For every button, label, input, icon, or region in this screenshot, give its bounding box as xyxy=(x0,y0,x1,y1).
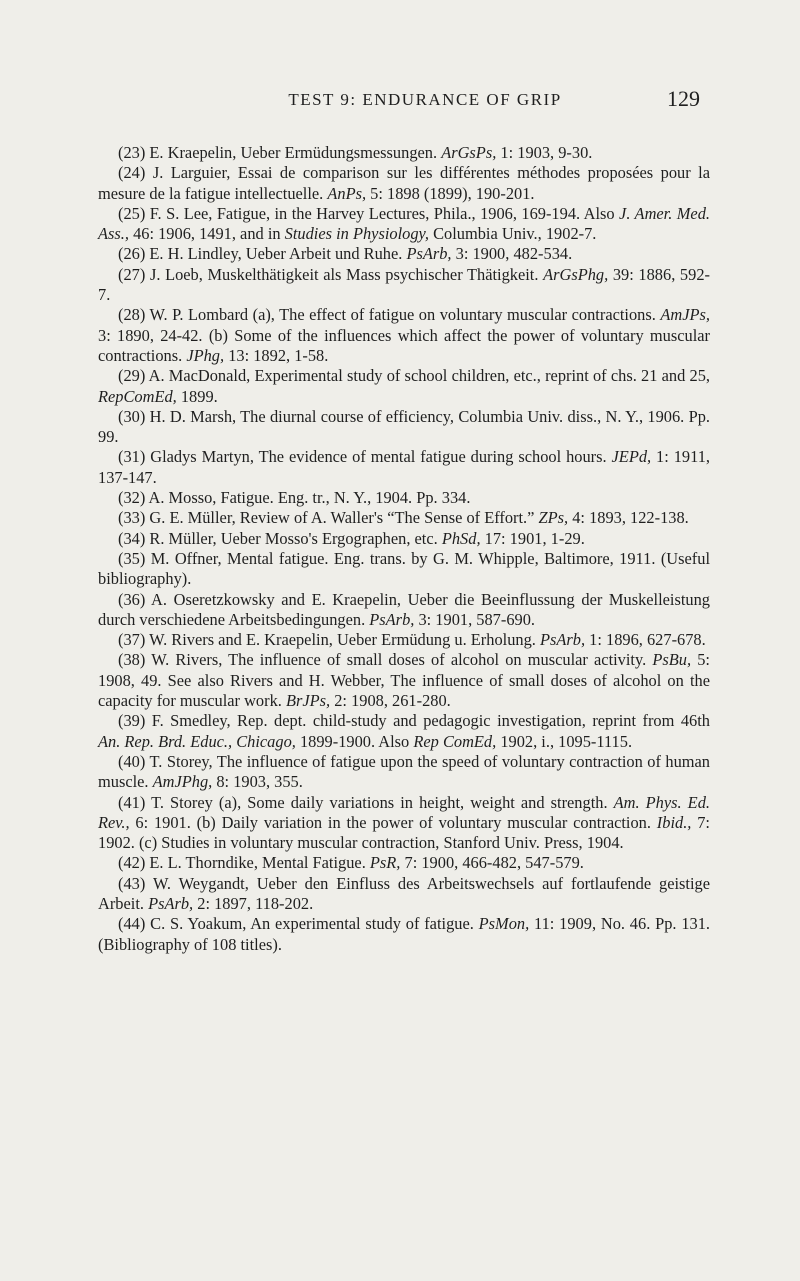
reference-text: 3: 1890, 24-42. (b) Some of the influences which affect the power of voluntary muscular contractions. xyxy=(98,325,710,365)
reference-text: 13: 1892, 1-58. xyxy=(224,345,329,365)
reference-text: 39: 1886, 592-7. xyxy=(98,264,710,305)
reference-text: A. Oseretzkowsky and E. Kraepelin, Ueber die Beeinflussung der Muskelleistung durch verschiedene Arbeitsbedingungen. xyxy=(98,589,711,629)
reference-text: 5: 1898 (1899), 190-201. xyxy=(366,183,535,203)
running-header: TEST 9: ENDURANCE OF GRIP xyxy=(288,90,562,109)
reference-number: (42) xyxy=(118,853,146,873)
reference-number: (40) xyxy=(118,751,146,771)
reference-text: J. Loeb, Muskelthätigkeit als Mass psychischer Thätigkeit. xyxy=(149,264,544,284)
reference-number: (34) xyxy=(118,528,146,548)
journal-title: PhSd, xyxy=(441,528,481,548)
journal-title: PsArb, xyxy=(369,609,415,629)
journal-title: J. Amer. Med. Ass., xyxy=(98,203,710,244)
journal-title: ZPs, xyxy=(538,508,569,528)
reference-number: (28) xyxy=(118,305,146,325)
reference-text: W. Rivers, The influence of small doses of alcohol on muscular activity. xyxy=(151,650,653,670)
reference-text: 6: 1901. (b) Daily variation in the power of voluntary muscular contraction. xyxy=(129,812,657,832)
journal-title: JPhg, xyxy=(186,345,225,365)
journal-title: Ibid., xyxy=(656,812,692,832)
reference-number: (31) xyxy=(118,447,146,467)
reference-entry xyxy=(98,447,710,488)
reference-entry xyxy=(98,793,710,854)
reference-entry xyxy=(98,143,710,163)
reference-number: (35) xyxy=(118,548,146,568)
journal-title: BrJPs, xyxy=(285,691,331,711)
reference-text: E. Kraepelin, Ueber Ermüdungsmessungen. xyxy=(149,143,442,162)
journal-title: PsArb, xyxy=(539,630,586,650)
reference-entry xyxy=(98,590,710,631)
reference-entry xyxy=(98,163,710,204)
journal-title: Rep ComEd, xyxy=(413,731,497,751)
reference-number: (43) xyxy=(118,873,146,893)
journal-title: Studies in Physiology, xyxy=(284,224,429,244)
reference-number: (32) xyxy=(118,488,146,508)
reference-text: J. Larguier, Essai de comparison sur les différentes méthodes proposées pour la mesure de la fatigue intellectuelle. xyxy=(98,163,710,203)
reference-text: A. MacDonald, Experimental study of school children, etc., reprint of chs. 21 and 25, xyxy=(148,366,710,386)
reference-text: E. L. Thorndike, Mental Fatigue. xyxy=(149,853,370,873)
journal-title: AnPs, xyxy=(327,183,367,203)
reference-text: W. Rivers and E. Kraepelin, Ueber Ermüdung u. Erholung. xyxy=(149,630,540,650)
reference-entry xyxy=(98,407,710,448)
reference-list xyxy=(98,143,710,955)
reference-number: (37) xyxy=(118,630,146,650)
reference-entry xyxy=(98,650,710,711)
journal-title: AmJPhg, xyxy=(152,772,213,792)
reference-text: 2: 1908, 261-280. xyxy=(330,691,451,711)
reference-text: Columbia Univ., 1902-7. xyxy=(429,224,597,244)
journal-title: RepComEd, xyxy=(98,386,177,406)
reference-entry xyxy=(98,265,710,306)
journal-title: ArGsPs, xyxy=(441,143,497,162)
reference-number: (36) xyxy=(118,589,146,609)
reference-text: 4: 1893, 122-138. xyxy=(568,508,689,528)
reference-text: 17: 1901, 1-29. xyxy=(480,528,585,548)
reference-number: (25) xyxy=(118,203,146,223)
journal-title: PsMon, xyxy=(478,914,530,934)
reference-text: G. E. Müller, Review of A. Waller's “The Sense of Effort.” xyxy=(149,508,539,528)
reference-text: 2: 1897, 118-202. xyxy=(193,893,314,913)
reference-text: T. Storey (a), Some daily variations in height, weight and strength. xyxy=(151,792,614,812)
reference-number: (33) xyxy=(118,508,146,528)
reference-number: (41) xyxy=(118,792,146,812)
reference-entry xyxy=(98,711,710,752)
reference-text: T. Storey, The influence of fatigue upon the speed of voluntary contraction of human muscle. xyxy=(98,751,710,792)
reference-number: (44) xyxy=(118,914,146,934)
reference-text: H. D. Marsh, The diurnal course of efficiency, Columbia Univ. diss., N. Y., 1906. Pp. 99. xyxy=(98,406,710,447)
reference-text: 5: 1908, 49. See also Rivers and H. Webber, The influence of small doses of alcohol on the capacity for muscular work. xyxy=(98,650,710,711)
reference-entry xyxy=(98,488,710,508)
reference-text: 46: 1906, 1491, and in xyxy=(128,224,285,244)
journal-title: PsBu, xyxy=(652,650,692,670)
reference-text: 1: 1903, 9-30. xyxy=(496,143,593,162)
journal-title: Am. Phys. Ed. Rev., xyxy=(98,792,710,832)
reference-number: (30) xyxy=(118,406,146,426)
reference-text: R. Müller, Ueber Mosso's Ergographen, etc. xyxy=(149,528,442,548)
reference-text: 1902, i., 1095-1115. xyxy=(496,731,633,751)
reference-entry xyxy=(98,630,710,650)
reference-entry xyxy=(98,529,710,549)
reference-text: W. P. Lombard (a), The effect of fatigue on voluntary muscular contractions. xyxy=(149,305,661,325)
reference-text: 8: 1903, 355. xyxy=(212,772,303,792)
page-number: 129 xyxy=(667,86,700,111)
reference-entry xyxy=(98,366,710,407)
reference-number: (39) xyxy=(118,711,146,731)
reference-entry xyxy=(98,305,710,366)
reference-text: E. H. Lindley, Ueber Arbeit und Ruhe. xyxy=(149,244,407,264)
journal-title: ArGsPhg, xyxy=(543,264,609,284)
reference-text: F. S. Lee, Fatigue, in the Harvey Lectures, Phila., 1906, 169-194. Also xyxy=(149,203,620,223)
reference-entry xyxy=(98,853,710,873)
reference-entry xyxy=(98,752,710,793)
reference-text: C. S. Yoakum, An experimental study of fatigue. xyxy=(150,914,479,934)
reference-text: 1899. xyxy=(176,386,218,406)
journal-title: PsArb, xyxy=(406,244,452,264)
reference-text: 3: 1901, 587-690. xyxy=(414,609,536,629)
reference-text: F. Smedley, Rep. dept. child-study and pedagogic investigation, reprint from 46th xyxy=(151,711,710,731)
reference-entry xyxy=(98,549,710,590)
reference-entry xyxy=(98,244,710,264)
reference-text: 3: 1900, 482-534. xyxy=(451,244,573,264)
reference-text: 7: 1902. (c) Studies in voluntary muscular contraction, Stanford Univ. Press, 1904. xyxy=(98,812,710,853)
reference-text: M. Offner, Mental fatigue. Eng. trans. by G. M. Whipple, Baltimore, 1911. (Useful bibliography). xyxy=(98,548,710,589)
reference-entry xyxy=(98,508,710,528)
journal-title: PsArb, xyxy=(148,893,194,913)
reference-number: (23) xyxy=(118,143,146,162)
reference-entry xyxy=(98,204,710,245)
journal-title: AmJPs, xyxy=(660,305,710,325)
journal-title: An. Rep. Brd. Educ., Chicago, xyxy=(98,731,296,751)
reference-number: (38) xyxy=(118,650,146,670)
reference-text: A. Mosso, Fatigue. Eng. tr., N. Y., 1904. Pp. 334. xyxy=(148,488,471,508)
reference-text: 1899-1900. Also xyxy=(295,731,414,751)
reference-number: (27) xyxy=(118,264,146,284)
reference-number: (29) xyxy=(118,366,146,386)
reference-entry xyxy=(98,874,710,915)
reference-entry xyxy=(98,914,710,955)
reference-text: 7: 1900, 466-482, 547-579. xyxy=(400,853,584,873)
reference-text: 11: 1909, No. 46. Pp. 131. (Bibliography of 108 titles). xyxy=(98,914,711,954)
journal-title: PsR, xyxy=(369,853,401,873)
reference-text: W. Weygandt, Ueber den Einfluss des Arbeitswechsels auf fortlaufende geistige Arbeit. xyxy=(98,873,710,913)
reference-text: 1: 1911, 137-147. xyxy=(98,447,710,487)
journal-title: JEPd, xyxy=(611,447,652,467)
reference-number: (24) xyxy=(118,163,146,183)
reference-number: (26) xyxy=(118,244,146,264)
reference-text: 1: 1896, 627-678. xyxy=(585,630,706,650)
reference-text: Gladys Martyn, The evidence of mental fatigue during school hours. xyxy=(150,447,612,467)
